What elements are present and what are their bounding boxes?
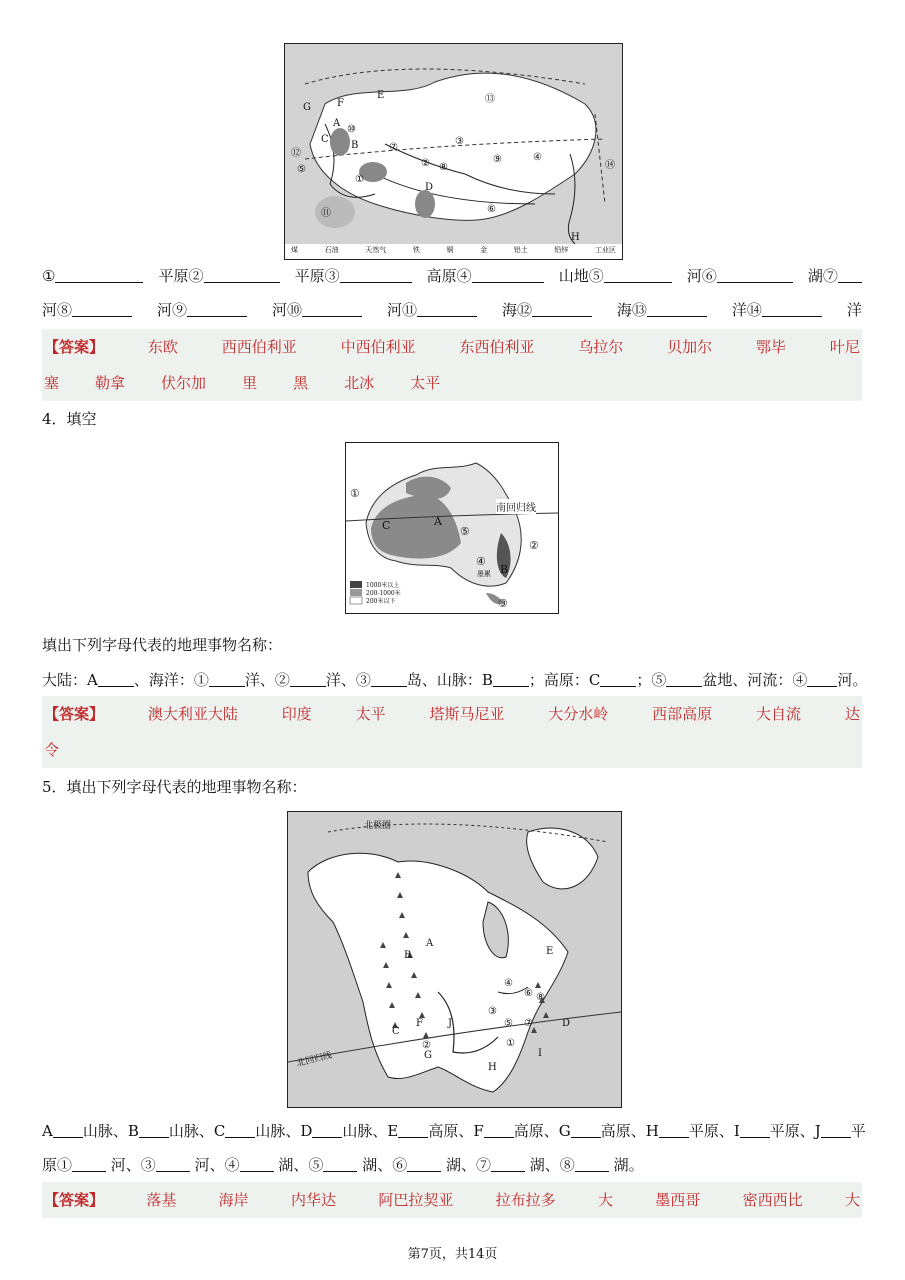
map1-label: ⑬ [485,94,495,105]
map2-legend-item: 200米以下 [366,598,396,605]
map3-label: A [426,938,434,949]
map1-label: ⑨ [493,154,502,165]
legend-coal: 煤 [291,246,298,254]
answer-item: 大 [597,1191,613,1209]
map3-label: ③ [488,1006,497,1017]
answer-item: 大分水岭 [548,705,609,723]
map1-label: ① [355,174,364,185]
answer-item: 叶尼 [829,338,860,356]
legend-oil: 石油 [324,246,339,254]
q4-fill-line: 大陆：A 、海洋：① 洋、② 洋、③ 岛、山脉：B ；高原：C ；⑤ 盆地、河流：④ 河。 [42,671,868,689]
legend-industrial: 工业区 [595,246,616,254]
map3-label: ④ [504,978,513,989]
q4-answer-box [42,696,862,768]
answer-item: 拉布拉多 [495,1191,556,1209]
map3-label: ⑦ [524,1018,533,1029]
map2-label: C [382,519,391,532]
map1-label: ④ [533,152,542,163]
north-america-map [287,811,622,1108]
map2-legend-item: 200-1000米 [366,590,401,597]
answer-item: 里 [242,374,258,392]
map3-label: G [424,1050,432,1061]
q5-fill-line-2: 原① 河、③ 河、④ 湖、⑤ 湖、⑥ 湖、⑦ 湖、⑧ 湖。 [42,1156,644,1174]
map1-label: ⑦ [389,142,398,153]
answer-item: 北冰 [344,374,375,392]
map1-label: E [377,90,385,101]
map3-label: B [404,950,412,961]
answer-item: 海岸 [218,1191,249,1209]
map3-label: ⑤ [504,1018,513,1029]
answer-item: 东西伯利亚 [459,338,535,356]
map3-label: E [546,946,554,957]
map1-label: ⑫ [291,148,301,159]
map3-label: ⑥ [524,988,533,999]
answer-item: 大自流 [756,705,802,723]
q5-fill-line-1: A 山脉、B 山脉、C 山脉、D 山脉、E 高原、F 高原、G 高原、H 平原、I 平原、J 平 [42,1122,866,1140]
map2-label: 南回归线 [496,499,536,514]
map1-label: ③ [455,136,464,147]
answer-item: 中西伯利亚 [340,338,416,356]
answer-item: 东欧 [147,338,178,356]
q3-fill-line-2: 河⑧ 河⑨ 河⑩ 河⑪ 海⑫ 海⑬ 洋⑭ 洋 [42,301,862,319]
map1-label: ⑩ [347,124,356,135]
answer-item: 太平 [355,705,386,723]
map3-label: ② [422,1040,431,1051]
answer-item: 西西伯利亚 [221,338,297,356]
map3-label: I [538,1048,542,1059]
answer-item: 墨西哥 [655,1191,701,1209]
q3-fill-line-1: ① 平原② 平原③ 高原④ 山地⑤ 河⑥ 湖⑦ [42,266,862,286]
answer-label: 【答案】 [44,705,105,723]
map2-label: ④ [476,555,486,568]
answer-item: 黑 [293,374,309,392]
map1-label: C [321,134,329,145]
map1-label: D [425,182,434,193]
map3-label: D [562,1018,571,1029]
map1-label: ② [421,158,430,169]
q4-heading: 4．填空 [42,410,97,428]
map3-label: J [448,1018,453,1029]
answer-item: 伏尔加 [161,374,207,392]
answer-item: 密西西比 [742,1191,803,1209]
map1-label: ⑪ [321,208,331,219]
q5-heading: 5．填出下列字母代表的地理事物名称： [42,778,307,796]
legend-bauxite: 铝土 [513,246,528,254]
answer-item: 鄂毕 [756,338,787,356]
answer-item: 塞 [44,374,60,392]
map2-label: ⑤ [460,525,470,538]
map2-label: A [434,515,442,528]
answer-item: 大 [844,1191,860,1209]
answer-item: 令 [44,741,60,759]
page-footer: 第7页，共14页 [407,1247,498,1262]
map1-label: ⑥ [487,204,496,215]
map1-label: ⑤ [297,164,306,175]
map3-label: 北回归线 [295,1050,334,1070]
map2-label: B [500,563,509,576]
map2-label: ③ [498,597,508,610]
legend-leadzinc: 铅锌 [554,246,569,254]
map2-label: 墨累 [477,570,491,578]
map3-label: 北极圈 [364,821,392,831]
map3-label: H [488,1062,497,1073]
map3-label: C [392,1026,400,1037]
answer-label: 【答案】 [44,1191,105,1209]
answer-item: 太平 [410,374,441,392]
map1-label: G [303,102,311,113]
legend-gas: 天然气 [365,246,387,254]
map2-label: ① [350,487,360,500]
map2-legend-item: 1000米以上 [366,582,400,589]
answer-item: 贝加尔 [667,338,713,356]
answer-item: 印度 [281,705,312,723]
q3-answer-box [42,329,862,401]
answer-item: 达 [844,705,860,723]
answer-item: 乌拉尔 [578,338,624,356]
answer-item: 落基 [146,1191,177,1209]
q5-answer-box [42,1182,862,1218]
answer-item: 澳大利亚大陆 [147,705,238,723]
map3-label: F [416,1018,423,1029]
answer-item: 勒拿 [95,374,126,392]
map1-label: H [571,232,580,243]
legend-gold: 金 [480,246,488,254]
answer-item: 西部高原 [652,705,713,723]
map3-label: ⑧ [536,992,545,1003]
map1-legend [291,245,616,255]
legend-copper: 铜 [446,246,454,254]
legend-iron: 铁 [412,246,420,254]
answer-item: 内华达 [290,1191,336,1209]
q4-prompt: 填出下列字母代表的地理事物名称： [42,636,283,654]
map3-label: ① [506,1038,515,1049]
russia-map [284,43,623,260]
map1-label: F [337,98,344,109]
answer-label: 【答案】 [44,338,105,356]
answer-item: 塔斯马尼亚 [429,705,505,723]
map2-label: ② [529,539,539,552]
answer-item: 阿巴拉契亚 [378,1191,454,1209]
australia-map [345,442,559,614]
map1-label: A [333,118,341,129]
map1-label: ⑧ [439,162,448,173]
map1-label: B [351,140,359,151]
map1-label: ⑭ [605,160,615,171]
